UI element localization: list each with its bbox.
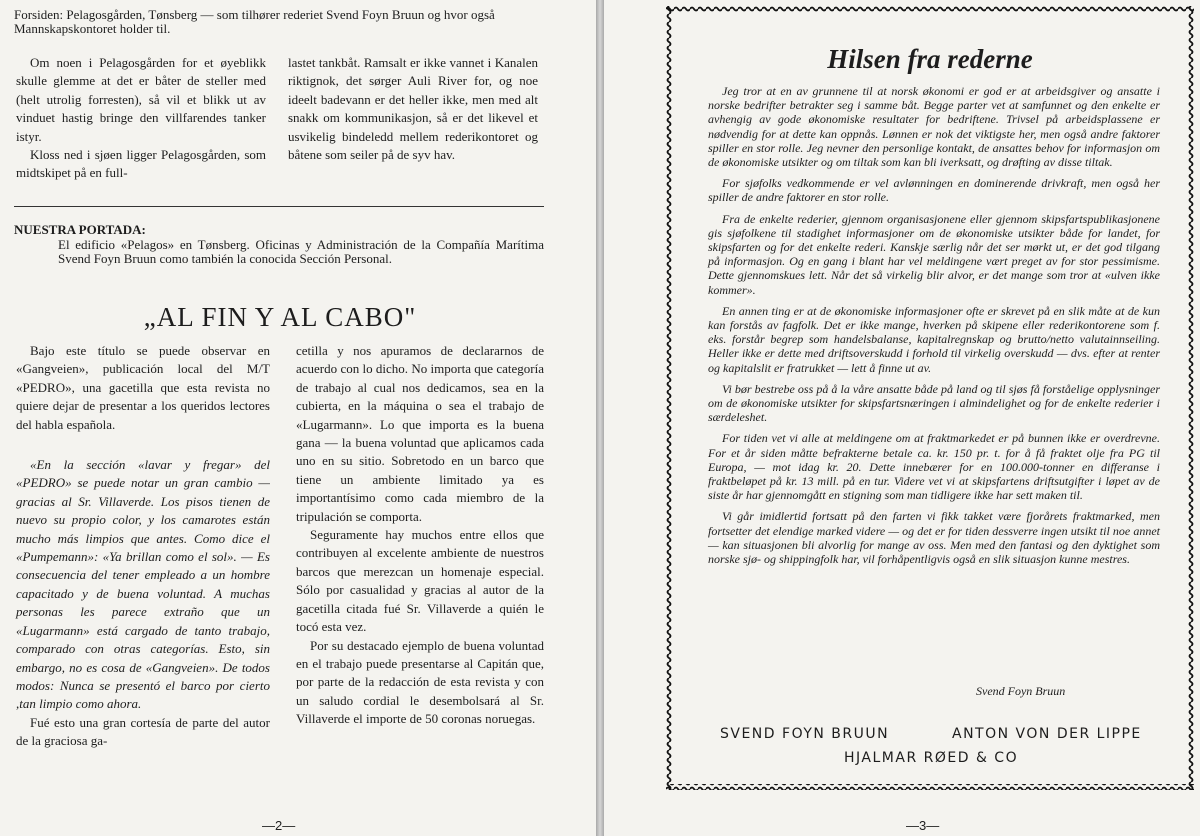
section-divider <box>14 206 544 207</box>
nuestra-portada-text: El edificio «Pelagos» en Tønsberg. Oficinas y Administración de la Compañía Marítima Svend Foyn Bruun como también la conocida Sección Personal. <box>58 236 544 266</box>
spanish-paragraph: Por su destacado ejemplo de buena voluntad en el trabajo puede presentarse al Capitán que, por parte de la redacción de esta revista y con un saludo cordial le desembolsará al Sr. Villaverde el importe de 50 coronas noruegas. <box>296 637 544 727</box>
spanish-paragraph: Fué esto una gran cortesía de parte del autor de la graciosa ga- <box>16 714 270 749</box>
greeting-paragraph: For sjøfolks vedkommende er vel avlønningen en dominerende drivkraft, men også her spiller de andre faktorer en stor rolle. <box>708 176 1160 205</box>
page-number: —2— <box>262 818 296 833</box>
spanish-column-2 <box>296 342 544 729</box>
company-name: HJALMAR RØED & CO <box>844 750 1019 766</box>
article-headline: „AL FIN Y AL CABO" <box>143 302 417 332</box>
greeting-signer: Svend Foyn Bruun <box>976 684 1066 698</box>
cover-caption: Forsiden: Pelagosgården, Tønsberg — som tilhører rederiet Svend Foyn Bruun og hvor også Mannskapskontoret holder til. <box>14 7 495 36</box>
nuestra-portada-label: NUESTRA PORTADA: <box>14 222 146 237</box>
norwegian-paragraph: Kloss ned i sjøen ligger Pelagosgården, som midtskipet på en full- <box>16 147 266 181</box>
nuestra-portada <box>14 223 544 267</box>
greeting-paragraph: En annen ting er at de økonomiske informasjoner ofte er skrevet på en slik måte at de kun kan forstås av fagfolk. Det er ikke mange, hverken på skipene eller rederikontorene som f. eks. forstår begrep som handelsbalanse, kapitalregnskap og brutto/netto valutainnseiling. Heller ikke er dette med driftsoverskudd i forhold til virkelig overskudd — dvs. efter at renter og kapitalslit er fratrukket — lett å finne ut av. <box>708 303 1160 375</box>
spanish-quote: «En la sección «lavar y fregar» del «PEDRO» se puede notar un gran cambio — gracias al Sr. Villaverde. Los pisos tienen de nuevo su propio color, y los camarotes están mucho más limpios que antes. Como dice el «Pumpemann»: «Ya brillan como el sol». — Es consecuencia del tener empleado a un hombre capacitado y de buena voluntad. A muchas personas les parece extraño que un «Lugarmann» está cargado de tanto trabajo, comparado con otras categorías. Esto, sin embargo, no es cosa de «Gangveien». De todos modos: Nunca se presentó el barco por cierto ,tan limpio como ahora. <box>16 457 270 712</box>
greeting-paragraph: Jeg tror at en av grunnene til at norsk økonomi er god er at arbeidsgiver og ansatte i norske bedrifter betrakter seg i samme båt. Begge parter vet at samfunnet og den enkelte er avhengig av gode økonomiske resultater for bedriftene. Trivsel på arbeidsplassene er nødvendig for at dette kan oppnås. Lønnen er nok det viktigste her, men også andre faktorer spiller en stor rolle. Jeg nevner den personlige kontakt, de ansattes behov for informasjon om de økonomiske utsikter og om tiltak som kan bli iverksatt, og drøfting av disse tiltak. <box>708 84 1160 170</box>
page-number: —3— <box>906 818 940 833</box>
greeting-paragraph: Fra de enkelte rederier, gjennom organisasjonene eller gjennom skipsfartspublikasjonene gis sjøfolkene til stadighet informasjoner om de økonomiske utsikter både for landet, for skipsfarten og for det enkelte rederi. Kanskje særlig når det ser mørkt ut, er det god tilgang på informasjon. Og en gang i blant har vel meldingene vært preget av for stor pessimisme. Dette gjennomskues lett. Når det så virkelig blir alvor, er det mange som tror at «ulven ikke kommer». <box>708 211 1160 297</box>
greeting-paragraph: For tiden vet vi alle at meldingene om at fraktmarkedet er på bunnen ikke er overdrevne. For et år siden måtte befrakterne betale ca. kr. 150 pr. t. for å få fraktet olje fra PG til Europa, — mot idag kr. 20. Dette innebærer for en 100.000-tonner en differanse i fraktbeløpet på kr. 13 mill. på en tur. Videre vet vi at skipsfartens driftsutgifter i løpet av de siste år har gjennomgått en stigning som man tidligere ikke har sett maken til. <box>708 431 1160 503</box>
norwegian-column-2 <box>288 54 538 164</box>
norwegian-column-1 <box>16 54 266 183</box>
greeting-body <box>708 84 1160 573</box>
greeting-paragraph: Vi bør bestrebe oss på å la våre ansatte både på land og til sjøs få forståelige opplysninger om de økonomiske utsikter for skipsfartsnæringen i almindelighet og for de enkelte rederier i særdeleshet. <box>708 381 1160 425</box>
spanish-paragraph: Bajo este título se puede observar en «Gangveien», publicación local del M/T «PEDRO», una gacetilla que esta revista no quiere dejar de presentar a los queridos lectores del habla española. <box>16 343 270 432</box>
left-page <box>0 0 596 836</box>
company-name: SVEND FOYN BRUUN <box>720 726 890 742</box>
spanish-paragraph: Seguramente hay muchos entre ellos que contribuyen al excelente ambiente de nuestros barcos que merezcan un homenaje especial. Sólo por casualidad y gracias al autor de la gacetilla citada fué Sr. Villaverde a quién le tocó esta vez. <box>296 527 544 635</box>
spanish-paragraph: cetilla y nos apuramos de declararnos de acuerdo con lo dicho. No importa que categoría de trabajo al cual nos dedicamos, sea en la cubierta, en la máquina o sea el trabajo de «Lugarmann». Lo que importa es la buena gana — la buena voluntad que aplicamos cada uno en su sitio. Sobretodo en un barco que tiene un ambiente limitado ya es importantísimo como cada miembro de la tripulación se comporta. <box>296 343 544 524</box>
greeting-frame <box>666 6 1194 790</box>
norwegian-paragraph: lastet tankbåt. Ramsalt er ikke vannet i Kanalen riktignok, det sørger Auli River for, og noe ideelt badevann er det heller ikke, men med alt snakk om kommunikasjon, så er det likevel et usvikelig bindeledd mellem rederikontoret og båtene som seiler på de syv hav. <box>288 55 538 163</box>
norwegian-paragraph: Om noen i Pelagosgården for et øyeblikk skulle glemme at det er båter de steller med (helt utrolig forresten), så vil et blikk ut av vinduet hastig bringe den villfarendes tanker istyr. <box>16 55 266 144</box>
greeting-paragraph: Vi går imidlertid fortsatt på den farten vi fikk takket være fjorårets fraktmarked, men fortsetter det elendige marked videre — og det er for tiden dessverre ingen utsikt til noe annet — kan situasjonen bli alvorlig for mange av oss. Men med den fantasi og den dyktighet som norske sjø- og shippingfolk har, vil forhåpentligvis også en slik situasjon kunne mestres. <box>708 509 1160 567</box>
company-name: ANTON VON DER LIPPE <box>952 726 1142 742</box>
gutter <box>596 0 604 836</box>
spanish-column-1 <box>16 342 270 751</box>
greeting-title: Hilsen fra rederne <box>827 44 1033 74</box>
right-page <box>604 0 1200 836</box>
